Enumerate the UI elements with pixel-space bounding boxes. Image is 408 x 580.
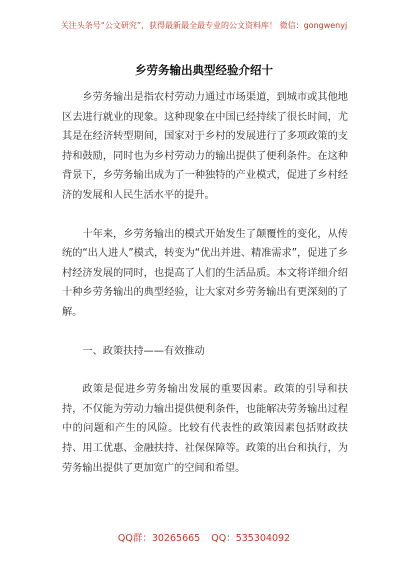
section-heading-policy: 一、政策扶持——有效推动 (82, 345, 205, 357)
paragraph-policy: 政策是促进乡劳务输出发展的重要因素。政策的引导和扶持，不仅能为劳动力输出提供便利条件，也能解决劳务输出过程中的问题和产生的风险。比较有代表性的政策因素包括财政扶持、用工优惠、金融扶持、社保保障等。政策的出台和执行，为劳务输出提供了更加宽广的空间和希望。 (62, 384, 348, 474)
footer-contact (0, 530, 408, 544)
footer-qq: QQ：535304092 (211, 533, 291, 544)
paragraph-intro: 乡劳务输出是指农村劳动力通过市场渠道，到城市或其他地区去进行就业的现象。这种现象在中国已经持续了很长时间，尤其是在经济转型期间，国家对于乡村的发展进行了多项政策的支持和鼓励，同时也为乡村劳动力的输出提供了便利条件。在这种背景下，乡劳务输出成为了一种独特的产业模式，促进了乡村经济的发展和人民生活水平的提升。 (62, 92, 348, 201)
paragraph-overview: 十年来，乡劳务输出的模式开始发生了颠覆性的变化，从传统的“出人进人”模式，转变为“优出并进、精准需求”，促进了乡村经济发展的同时，也提高了人们的生活品质。本文将详细介绍十种乡劳务输出的典型经验，让大家对乡劳务输出有更深刻的了解。 (62, 228, 348, 318)
footer-qq-group: QQ群：30265665 (117, 533, 201, 544)
document-body (62, 88, 348, 497)
header-promo-note: 关注头条号“公文研究”，获得最新最全最专业的公文资料库！ 微信：gongwenyj (60, 21, 348, 30)
document-title: 乡劳务输出典型经验介绍十 (135, 63, 273, 77)
